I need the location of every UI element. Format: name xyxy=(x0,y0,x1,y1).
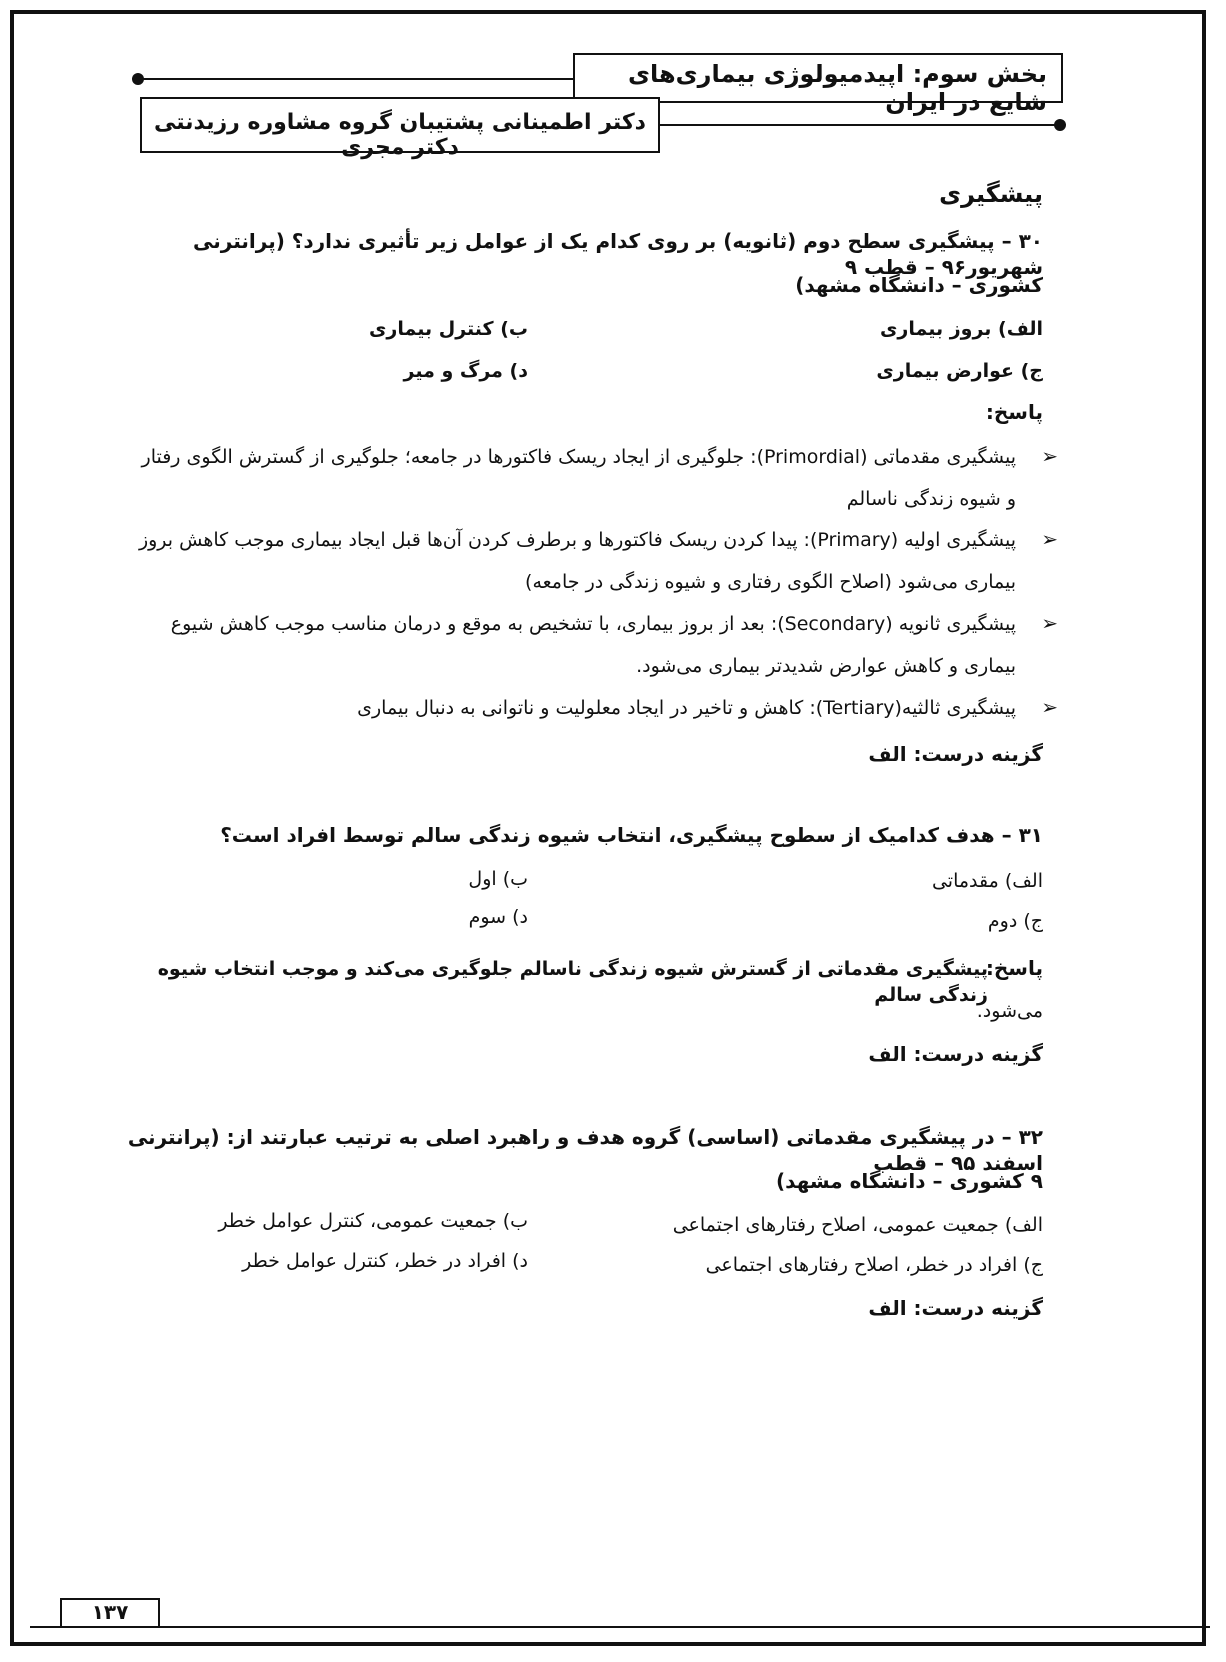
q32-question-line2: ۹ کشوری – دانشگاه مشهد) xyxy=(776,1169,1043,1193)
q30-bullet-1-line1: پیشگیری مقدماتی (Primordial): جلوگیری از ایجاد ریسک فاکتورها در جامعه؛ جلوگیری از گسترش الگوی رفتار xyxy=(141,446,1016,468)
q31-answer-line1: پیشگیری مقدماتی از گسترش شیوه زندگی ناسالم جلوگیری می‌کند و موجب انتخاب شیوه زندگی سالم xyxy=(157,958,988,1006)
q30-bullet-1-line2: و شیوه زندگی ناسالم xyxy=(846,488,1016,510)
q32-option-a: الف) جمعیت عمومی، اصلاح رفتارهای اجتماعی xyxy=(672,1214,1043,1236)
q32-option-b: ب) جمعیت عمومی، کنترل عوامل خطر xyxy=(218,1210,528,1232)
q31-answer-line2: می‌شود. xyxy=(976,1000,1043,1022)
q30-option-c: ج) عوارض بیماری xyxy=(876,360,1043,382)
arrow-bullet-icon: ➢ xyxy=(1041,444,1058,468)
q30-question-line1: ۳۰ – پیشگیری سطح دوم (ثانویه) بر روی کدام یک از عوامل زیر تأثیری ندارد؟ (پرانترنی شهریور۹۶ – قطب ۹ xyxy=(193,229,1043,279)
header-dot-right xyxy=(1054,119,1066,131)
q30-bullet-3-line2: بیماری و کاهش عوارض شدیدتر بیماری می‌شود. xyxy=(636,655,1016,677)
q31-option-d: د) سوم xyxy=(468,906,528,928)
q30-bullet-2-line1: پیشگیری اولیه (Primary): پیدا کردن ریسک فاکتورها و برطرف کردن آن‌ها قبل ایجاد بیماری موجب کاهش بروز xyxy=(138,529,1016,551)
header-dot-left xyxy=(132,73,144,85)
q30-bullet-3-line1: پیشگیری ثانویه (Secondary): بعد از بروز بیماری، با تشخیص به موقع و درمان مناسب موجب کاهش شیوع xyxy=(170,613,1016,635)
q31-answer-label: پاسخ: xyxy=(985,956,1043,980)
arrow-bullet-icon: ➢ xyxy=(1041,611,1058,635)
header-subtitle: دکتر اطمینانی پشتیبان گروه مشاوره رزیدنتی دکتر مجری xyxy=(154,110,646,160)
q30-bullet-4-line1: پیشگیری ثالثیه(Tertiary): کاهش و تاخیر در ایجاد معلولیت و ناتوانی به دنبال بیماری xyxy=(357,697,1016,719)
q32-correct-answer: گزینه درست: الف xyxy=(868,1296,1043,1320)
q30-correct-answer: گزینه درست: الف xyxy=(868,742,1043,766)
header-rule-top xyxy=(138,78,575,80)
q32-option-c: ج) افراد در خطر، اصلاح رفتارهای اجتماعی xyxy=(705,1254,1043,1276)
q32-option-d: د) افراد در خطر، کنترل عوامل خطر xyxy=(242,1250,528,1272)
page-number: ۱۳۷ xyxy=(91,1600,129,1624)
q30-option-d: د) مرگ و میر xyxy=(403,360,528,382)
q31-option-c: ج) دوم xyxy=(987,910,1043,932)
footer-rule xyxy=(30,1626,1210,1628)
q30-question-line2: کشوری – دانشگاه مشهد) xyxy=(795,273,1043,297)
header-rule-bottom xyxy=(660,124,1060,126)
arrow-bullet-icon: ➢ xyxy=(1041,695,1058,719)
arrow-bullet-icon: ➢ xyxy=(1041,527,1058,551)
q32-question-line1: ۳۲ – در پیشگیری مقدماتی (اساسی) گروه هدف و راهبرد اصلی به ترتیب عبارتند از: (پرانترنی اسفند ۹۵ – قطب xyxy=(127,1125,1043,1175)
chapter-title: بخش سوم: اپیدمیولوژی بیماری‌های شایع در ایران xyxy=(628,60,1047,116)
q31-question: ۳۱ – هدف کدامیک از سطوح پیشگیری، انتخاب شیوه زندگی سالم توسط افراد است؟ xyxy=(220,823,1043,847)
q30-bullet-2-line2: بیماری می‌شود (اصلاح الگوی رفتاری و شیوه زندگی در جامعه) xyxy=(525,571,1016,593)
q31-correct-answer: گزینه درست: الف xyxy=(868,1042,1043,1066)
q30-option-b: ب) کنترل بیماری xyxy=(369,318,528,340)
q31-option-b: ب) اول xyxy=(468,868,528,890)
q31-option-a: الف) مقدماتی xyxy=(931,870,1043,892)
section-title: پیشگیری xyxy=(939,180,1043,208)
q30-option-a: الف) بروز بیماری xyxy=(879,318,1043,340)
q30-answer-label: پاسخ: xyxy=(985,400,1043,424)
